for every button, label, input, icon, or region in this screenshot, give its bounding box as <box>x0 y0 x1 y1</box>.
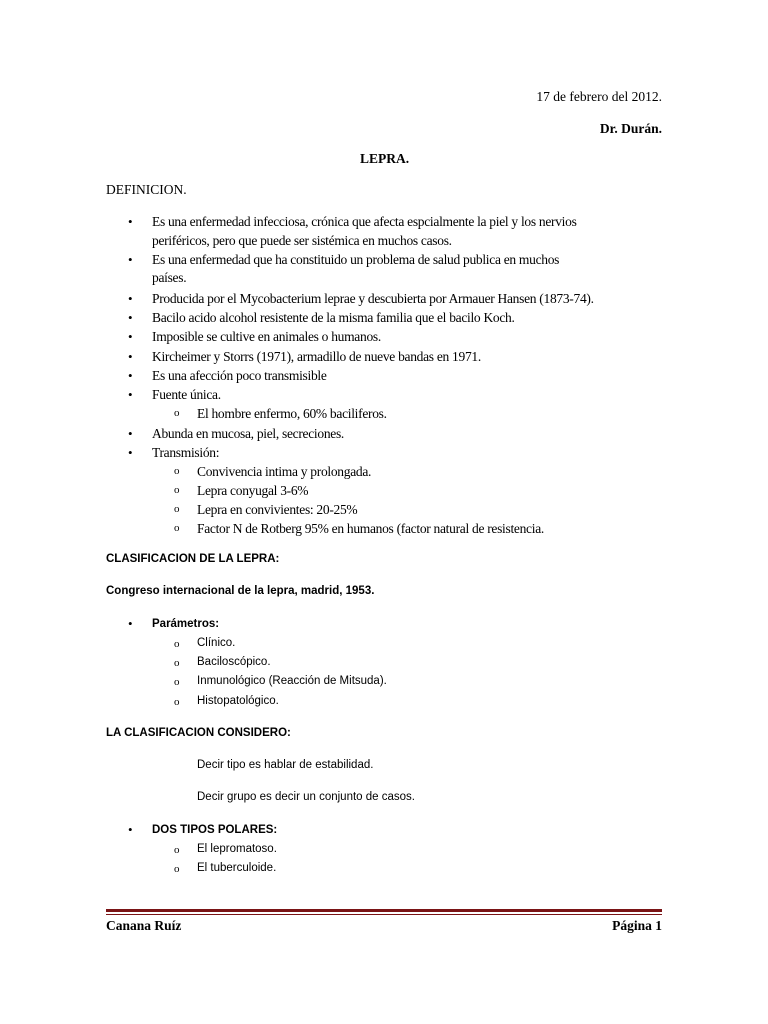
sub-list-item: El hombre enfermo, 60% baciliferos. <box>197 406 387 421</box>
list-item: Producida por el Mycobacterium leprae y descubierta por Armauer Hansen (1873-74). <box>152 291 594 306</box>
circle-bullet-icon: o <box>174 676 180 688</box>
section-heading-clasificacion: CLASIFICACION DE LA LEPRA: <box>106 553 280 565</box>
list-item: Es una enfermedad que ha constituido un problema de salud publica en muchos <box>152 252 560 267</box>
polar-item: El tuberculoide. <box>197 862 277 874</box>
bullet-icon: • <box>128 349 133 364</box>
list-item: Transmisión: <box>152 445 220 460</box>
circle-bullet-icon: o <box>174 503 180 515</box>
circle-bullet-icon: o <box>174 522 180 534</box>
circle-bullet-icon: o <box>174 407 180 419</box>
circle-bullet-icon: o <box>174 465 180 477</box>
circle-bullet-icon: o <box>174 638 180 650</box>
bullet-icon: • <box>128 445 133 460</box>
parametros-label: Parámetros: <box>152 618 220 630</box>
sub-list-item: Lepra conyugal 3-6% <box>197 483 309 498</box>
author-line: Dr. Durán. <box>599 121 662 136</box>
list-item-continuation: países. <box>152 270 187 285</box>
list-item: Fuente única. <box>152 387 221 402</box>
bullet-icon: • <box>128 291 133 306</box>
date-line: 17 de febrero del 2012. <box>536 89 662 104</box>
bullet-icon: • <box>128 368 133 383</box>
bullet-icon: • <box>128 616 133 631</box>
circle-bullet-icon: o <box>174 863 180 875</box>
bullet-icon: • <box>128 387 133 402</box>
list-item: Imposible se cultive en animales o humanos. <box>152 329 381 344</box>
circle-bullet-icon: o <box>174 657 180 669</box>
decir-tipo-line: Decir tipo es hablar de estabilidad. <box>197 759 374 771</box>
polares-label: DOS TIPOS POLARES: <box>152 824 278 836</box>
congreso-line: Congreso internacional de la lepra, madrid, 1953. <box>106 585 375 597</box>
list-item-continuation: periféricos, pero que puede ser sistémica en muchos casos. <box>152 233 452 248</box>
bullet-icon: • <box>128 252 133 267</box>
sub-list-item: Factor N de Rotberg 95% en humanos (factor natural de resistencia. <box>197 521 544 536</box>
circle-bullet-icon: o <box>174 696 180 708</box>
page-title: LEPRA. <box>360 151 410 166</box>
bullet-icon: • <box>128 214 133 229</box>
parametro-item: Clínico. <box>197 637 236 649</box>
sub-list-item: Lepra en convivientes: 20-25% <box>197 502 358 517</box>
list-item: Abunda en mucosa, piel, secreciones. <box>152 426 345 441</box>
list-item: Es una afección poco transmisible <box>152 368 327 383</box>
circle-bullet-icon: o <box>174 484 180 496</box>
footer-page-number: Página 1 <box>612 918 662 933</box>
footer-divider-thick <box>106 909 662 912</box>
list-item: Es una enfermedad infecciosa, crónica que afecta espcialmente la piel y los nervios <box>152 214 577 229</box>
sub-list-item: Convivencia intima y prolongada. <box>197 464 372 479</box>
section-heading-definicion: DEFINICION. <box>106 182 187 197</box>
bullet-icon: • <box>128 310 133 325</box>
parametro-item: Baciloscópico. <box>197 656 271 668</box>
considero-heading: LA CLASIFICACION CONSIDERO: <box>106 727 291 739</box>
list-item: Bacilo acido alcohol resistente de la misma familia que el bacilo Koch. <box>152 310 515 325</box>
footer-divider-thin <box>106 914 662 915</box>
polar-item: El lepromatoso. <box>197 843 277 855</box>
bullet-icon: • <box>128 329 133 344</box>
parametro-item: Histopatológico. <box>197 695 279 707</box>
list-item: Kircheimer y Storrs (1971), armadillo de nueve bandas en 1971. <box>152 349 481 364</box>
footer-author: Canana Ruíz <box>106 918 182 933</box>
circle-bullet-icon: o <box>174 844 180 856</box>
bullet-icon: • <box>128 426 133 441</box>
bullet-icon: • <box>128 822 133 837</box>
decir-grupo-line: Decir grupo es decir un conjunto de casos. <box>197 791 415 803</box>
parametro-item: Inmunológico (Reacción de Mitsuda). <box>197 675 387 687</box>
